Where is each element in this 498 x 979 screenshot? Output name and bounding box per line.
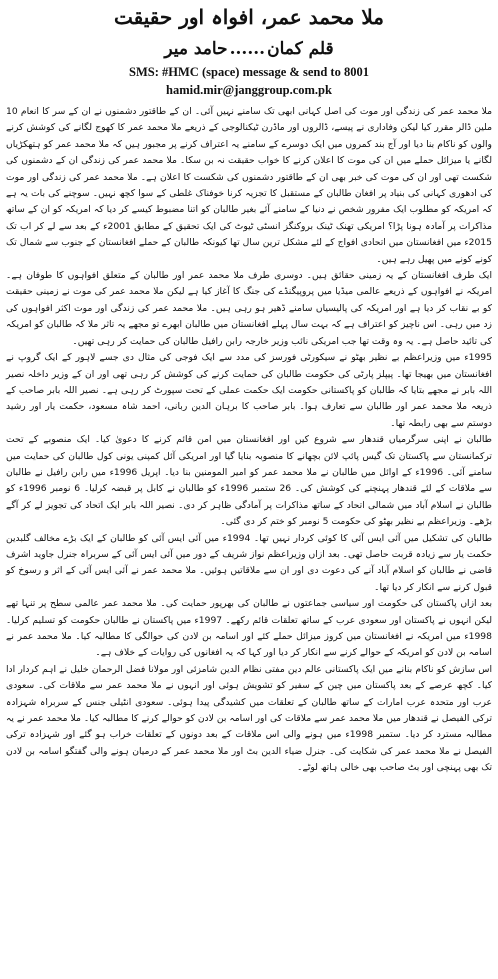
paragraph: اس سازش کو ناکام بنانے میں ایک پاکستانی عالم دین مفتی نظام الدین شامزئی اور مولانا فضل الرحمان خلیل نے اہم کردار ادا کیا۔ کچھ عرصے کے بعد پاکستان میں چین کے سفیر کو تشویش ہوئی اور انہوں نے ملا محمد عمر سے ملاقات کی۔ سعودی عرب اور متحدہ عرب امارات کے ساتھ طالبان کے تعلقات میں کشیدگی پیدا ہوئی۔ سعودی انٹیلی جنس کے سربراہ شہزادہ ترکی الفیصل نے قندھار میں ملا محمد عمر سے ملاقات کی اور اسامہ بن لادن کو حوالے کرنے کا مطالبہ کیا۔ ملا محمد عمر نے یہ مطالبہ مسترد کر دیا۔ ستمبر 1998ء میں ہونے والی اس ملاقات کے بعد دونوں کے تعلقات خراب ہو گئے اور شہزادہ ترکی الفیصل نے ملا محمد عمر کی شکایت کی۔ جنرل ضیاء الدین بٹ اور ملا محمد عمر کے درمیان ہونے والی گفتگو اسامہ بن لادن تک بھی پہنچی اور بٹ صاحب بھی خالی ہاتھ لوٹے۔ [6, 663, 493, 774]
article-body [6, 104, 492, 777]
paragraph: ملا محمد عمر کی زندگی اور موت کی اصل کہانی ابھی تک سامنے نہیں آئی۔ ان کے طاقتور دشمنوں نے ان کے سر کا انعام 10 ملین ڈالر مقرر کیا لیکن وفاداری نے پیسے، ڈالروں اور ماڈرن ٹیکنالوجی کے ذریعے ملا محمد عمر کا کھوج لگانے کی کوشش کرنے والوں کو ناکام بنا دیا اور آج بند کمروں میں ایک دوسرے کے سامنے یہ اعتراف کرنے پر مجبور ہیں کہ ملا محمد عمر کو ہتھکڑیاں لگانے یا میزائل حملے میں ان کی موت کا اعلان کرنے کا خواب حقیقت نہ بن سکا۔ ملا محمد عمر کی زندگی ان کے دشمنوں کی شکست تھی اور ان کی موت کی خبر بھی ان کے طاقتور دشمنوں کی شکست کا اعلان ہے۔ ملا محمد عمر کی زندگی اور موت کی ادھوری کہانی کی بنیاد پر افغان طالبان کے مستقبل کا تجزیہ کرنا خوفناک غلطی کے سوا کچھ نہیں۔ سوچنے کی بات یہ ہے کہ امریکہ کو مطلوب ایک مفرور شخص نے دنیا کے سامنے آئے بغیر طالبان کو اتنا مضبوط کیسے کر دیا کہ امریکہ کو ان کے ساتھ مذاکرات پر آمادہ ہونا پڑا؟ امریکی تھنک ٹینک بروکنگز انسٹی ٹیوٹ کی ایک تحقیق کے مطابق 2001ء کے بعد سے لے کر اب تک 2015ء میں افغانستان میں اتحادی افواج کے لئے مشکل ترین سال تھا کیونکہ طالبان کے حملے افغانستان کے جنوب سے شمال تک کونے کونے میں پھیل رہے ہیں۔ [6, 106, 492, 265]
byline-block [6, 38, 492, 98]
sms-instructions: SMS: #HMC (space) message & send to 8001 [129, 65, 369, 79]
column-label: قلم کمان [267, 39, 334, 59]
paragraph: ایک طرف افغانستان کے یہ زمینی حقائق ہیں۔ دوسری طرف ملا محمد عمر اور طالبان کے متعلق افواہوں کا طوفان ہے۔ امریکہ نے افواہوں کے ذریعے عالمی میڈیا میں پروپیگنڈے کی جنگ کا آغاز کیا ہے لیکن ملا محمد عمر کی موت نے زمینی حقیقت کو بے نقاب کر دیا ہے اور امریکہ کی پالیسیاں سامنے ڈھیر ہو رہی ہیں۔ ملا محمد عمر کی زندگی اور موت اکثر افواہوں کی زد میں رہی۔ اس ناچیز کو اعتراف ہے کہ بہت سال پہلے افغانستان میں طالبان ابھرے تو مجھے یہ تاثر ملا کہ طالبان کو امریکہ کی تائید حاصل ہے۔ یہ وہ وقت تھا جب امریکی نائب وزیر خارجہ رابن رافیل طالبان کی حمایت کر رہی تھیں۔ [6, 270, 492, 347]
byline-separator: ...... [229, 39, 266, 59]
author-email: hamid.mir@janggroup.com.pk [166, 83, 332, 97]
paragraph: طالبان کی تشکیل میں آئی ایس آئی کا کوئی کردار نہیں تھا۔ 1994ء میں آئی ایس آئی کو طالبان کے ایک بڑے مخالف گلبدین حکمت یار سے زیادہ قربت حاصل تھی۔ بعد ازاں وزیراعظم نواز شریف کے دور میں آئی ایس آئی کے سربراہ جنرل جاوید اشرف قاضی نے طالبان کو اسلام آباد آنے کی دعوت دی اور ان سے ملاقاتیں ہوئیں۔ ملا محمد عمر نے آئی ایس آئی کے اثر و رسوخ کو قبول کرنے سے انکار کر دیا تھا۔ [6, 532, 493, 593]
author-name: حامد میر [164, 39, 228, 59]
article-headline: ملا محمد عمر، افواہ اور حقیقت [114, 5, 384, 29]
paragraph: طالبان نے اپنی سرگرمیاں قندھار سے شروع کیں اور افغانستان میں امن قائم کرنے کا دعویٰ کیا۔ ایک منصوبے کے تحت ترکمانستان سے پاکستان تک گیس پائپ لائن بچھانے کا منصوبہ بنایا گیا اور امریکی آئل کمپنی یونی کول طالبان کی حمایت میں سامنے آئی۔ 1996ء کے اوائل میں طالبان نے ملا محمد عمر کو امیر المومنین بنا دیا۔ اپریل 1996ء میں رابن رافیل نے طالبان سے ملاقات کے لئے قندھار پہنچنے کی کوشش کی۔ 26 ستمبر 1996ء کو طالبان نے کابل پر قبضہ کرلیا۔ 6 نومبر 1996ء کو طالبان نے اسلام آباد میں شمالی اتحاد کے ساتھ مذاکرات پر آمادگی ظاہر کر دی۔ نصیر اللہ بابر ایک اتحاد کی تجویز لے کر آگے بڑھے۔ وزیراعظم بے نظیر بھٹو کی حکومت 5 نومبر کو ختم کر دی گئی۔ [6, 434, 492, 528]
author-line [6, 38, 492, 60]
paragraph: بعد ازاں پاکستان کی حکومت اور سیاسی جماعتوں نے طالبان کی بھرپور حمایت کی۔ ملا محمد عمر عالمی سطح پر تنہا تھے لیکن انہوں نے پاکستان اور سعودی عرب کے ساتھ تعلقات قائم رکھے۔ 1997ء میں پاکستان نے طالبان حکومت کو تسلیم کرلیا۔ 1998ء میں امریکہ نے افغانستان میں کروز میزائل حملے کئے اور اسامہ بن لادن کی حوالگی کا مطالبہ کیا۔ ملا محمد عمر نے اسامہ بن لادن کو امریکہ کے حوالے کرنے سے انکار کر دیا اور کہا کہ یہ افغانوں کی روایات کے خلاف ہے۔ [6, 598, 493, 659]
paragraph: 1995ء میں وزیراعظم بے نظیر بھٹو نے سیکورٹی فورسز کی مدد سے ایک فوجی کی مثال دی جسے لاہور کے ایک گروپ نے افغانستان میں بھیجا تھا۔ پیپلز پارٹی کی حکومت طالبان کی حمایت کرنے کی کوشش کر رہی تھی اور ان کے وزیر داخلہ نصیر اللہ بابر نے مجھے بتایا کہ طالبان کو پاکستانی حکومت ایک حکمت عملی کے تحت سپورٹ کر رہی ہے۔ نصیر اللہ بابر صاحب کے ذریعہ ملا محمد عمر اور طالبان سے تعارف ہوا۔ بابر صاحب کا برہان الدین ربانی، احمد شاہ مسعود، حکمت یار اور رشید دوستم سے بھی رابطہ تھا۔ [6, 352, 492, 429]
